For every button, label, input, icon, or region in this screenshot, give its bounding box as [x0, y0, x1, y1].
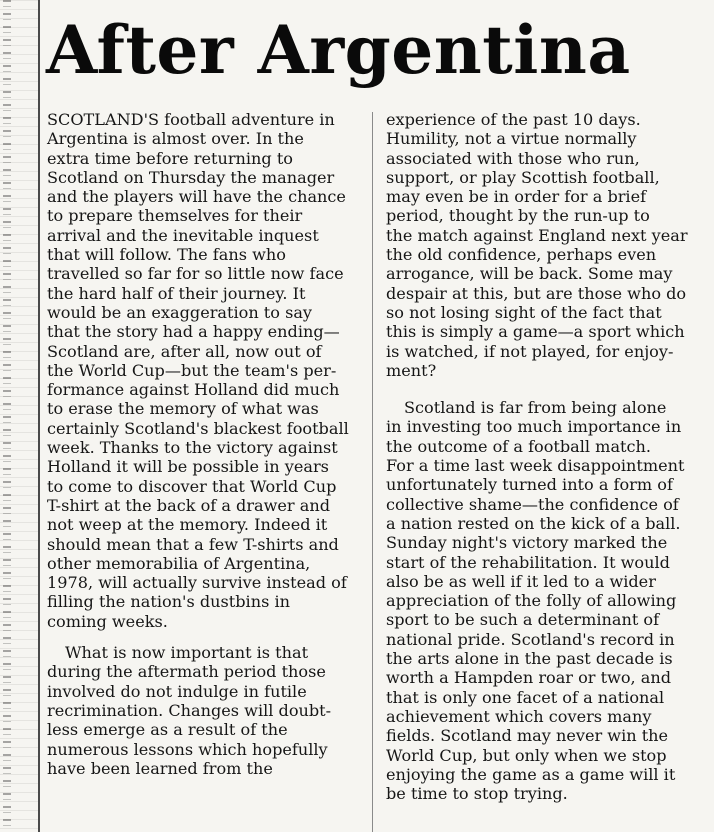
- article-column-right: [386, 110, 708, 803]
- margin-print-noise: [3, 0, 11, 832]
- paragraph-right-1: experience of the past 10 days. Humility, not a virtue normally associated with those who run, support, or play Scottish football, may even be in order for a brief period, thought by the run-up to the match against England next year the old confidence, perhaps even arrogance, will be back. Some may despair at this, but are those who do so not losing sight of the fact that this is simply a game—a sport which is watched, if not played, for enjoy- ment?: [386, 110, 688, 380]
- column-divider: [372, 112, 373, 832]
- paragraph-left-1: SCOTLAND'S football adventure in Argentina is almost over. In the extra time before returning to Scotland on Thursday the manager and the players will have the chance to prepare themselves for their arrival and the inevitable inquest that will follow. The fans who travelled so far for so little now face the hard half of their journey. It would be an exaggeration to say that the story had a happy ending— Scotland are, after all, now out of the World Cup—but the team's per- formance against Holland did much to erase the memory of what was certainly Scotland's blackest football week. Thanks to the victory against Holland it will be possible in years to come to discover that World Cup T-shirt at the back of a drawer and not weep at the memory. Indeed it should mean that a few T-shirts and other memorabilia of Argentina, 1978, will actually survive instead of filling the nation's dustbins in coming weeks.: [47, 110, 349, 631]
- article-headline: After Argentina: [46, 11, 631, 89]
- article-column-left: [47, 110, 363, 778]
- left-column-rule: [38, 0, 40, 832]
- paragraph-right-2: Scotland is far from being alone in investing too much importance in the outcome of a football match. For a time last week disappointment unfortunately turned into a form of collective shame—the confidence of a nation rested on the kick of a ball. Sunday night's victory marked the start of the rehabilitation. It would also be as well if it led to a wider appreciation of the folly of allowing sport to be such a determinant of national pride. Scotland's record in the arts alone in the past decade is worth a Hampden roar or two, and that is only one facet of a national achievement which covers many fields. Scotland may never win the World Cup, but only when we stop enjoying the game as a game will it be time to stop trying.: [386, 398, 685, 804]
- paragraph-left-2: What is now important is that during the aftermath period those involved do not indulge in futile recrimination. Changes will doubt- less emerge as a result of the numerous lessons which hopefully have been learned from the: [47, 643, 332, 778]
